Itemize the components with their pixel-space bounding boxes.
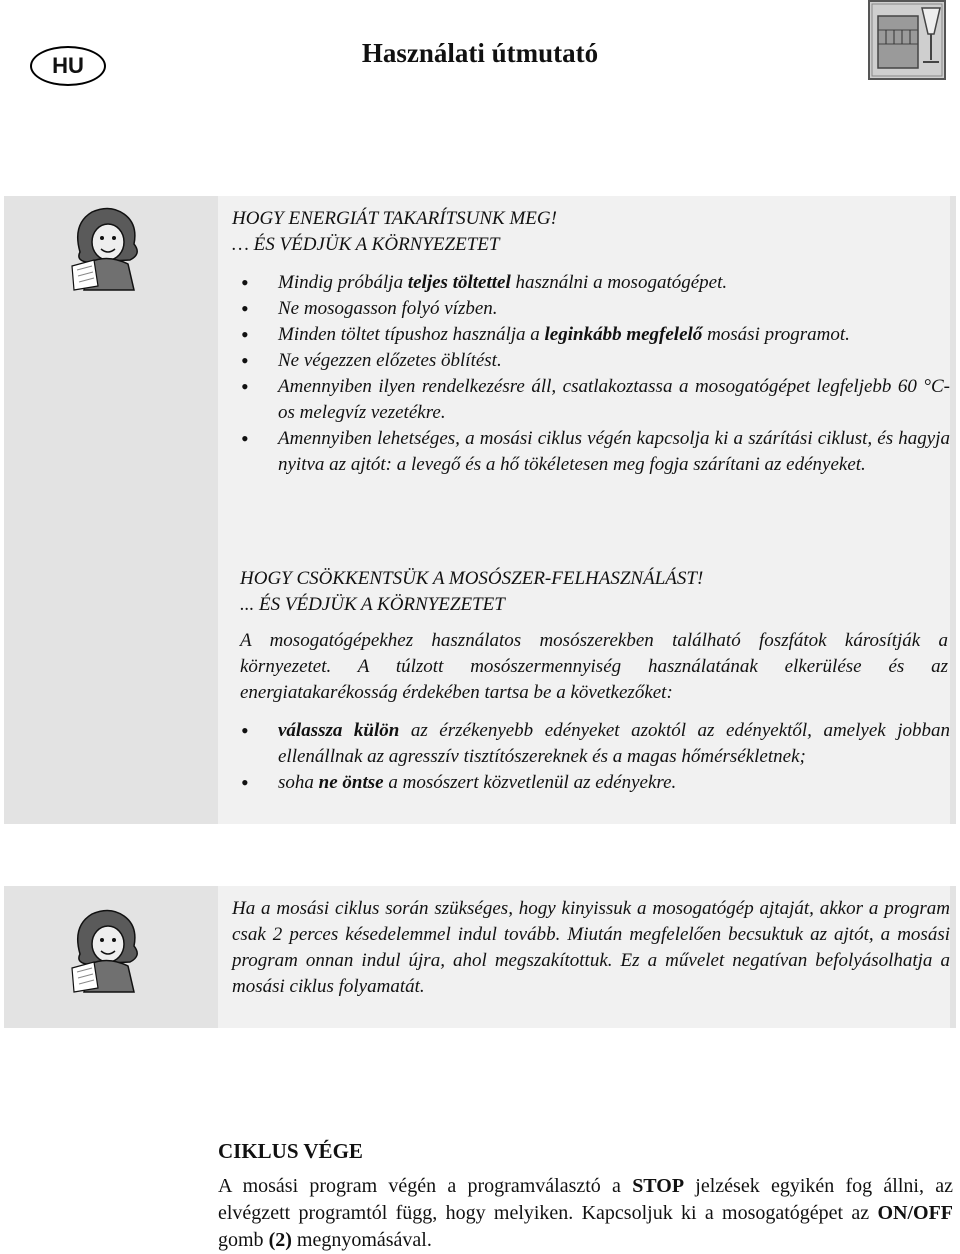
energy-saving-content bbox=[218, 196, 950, 824]
list-item: • Amennyiben ilyen rendelkezésre áll, csatlakoztassa a mosogatógépet legfeljebb 60 °C-os melegvíz vezetékre. bbox=[234, 374, 950, 426]
woman-mascot-icon bbox=[64, 204, 148, 292]
door-note-content bbox=[218, 886, 950, 1028]
cycle-end-paragraph: A mosási program végén a programválasztó a STOP jelzések egyikén fog állni, az elvégzett programtól függ, hogy melyiken. Kapcsoljuk ki a mosogatógépet az ON/OFF gomb (2) megnyomásával. bbox=[218, 1175, 953, 1251]
page-title: Használati útmutató bbox=[361, 38, 599, 68]
language-badge: HU bbox=[30, 46, 106, 86]
list-item: • Ne végezzen előzetes öblítést. bbox=[234, 348, 950, 374]
energy-saving-box bbox=[4, 196, 956, 824]
list-item: • Amennyiben lehetséges, a mosási ciklus végén kapcsolja ki a szárítási ciklust, és hagyja nyitva az ajtót: a levegő és a hő tökéletesen meg fogja szárítani az edényeket. bbox=[234, 426, 950, 478]
list-item: • Minden töltet típushoz használja a leginkább megfelelő mosási programot. bbox=[234, 322, 950, 348]
list-item: • Ne mosogasson folyó vízben. bbox=[234, 296, 950, 322]
list-item: • soha ne öntse a mosószert közvetlenül az edényekre. bbox=[234, 770, 950, 796]
list-item: • válassza külön az érzékenyebb edényeket azoktól az edényektől, amelyek jobban ellenállnak az agresszív tisztítószereknek és a magas hőmérsékletnek; bbox=[234, 718, 950, 770]
detergent-tips-list bbox=[234, 718, 950, 796]
detergent-paragraph: A mosogatógépekhez használatos mosószerekben található foszfátok károsítják a környezetet. A túlzott mosószermennyiség használatának elkerülése és az energiatakarékosság érdekében tartsa be a következőket: bbox=[240, 630, 948, 703]
cycle-end-title: CIKLUS VÉGE bbox=[218, 1139, 363, 1163]
energy-subtitle: … ÉS VÉDJÜK A KÖRNYEZETET bbox=[232, 234, 500, 255]
door-note-box bbox=[4, 886, 956, 1028]
door-note-text: Ha a mosási ciklus során szükséges, hogy kinyissuk a mosogatógép ajtaját, akkor a program csak 2 perces késedelemmel indul tovább. Miután megfelelően becsuktuk az ajtót, a mosási program onnan indul újra, ahol megszakítottuk. Ez a művelet negatívan befolyásolhatja a mosási ciklus folyamatát. bbox=[232, 898, 950, 997]
detergent-title: HOGY CSÖKKENTSÜK A MOSÓSZER-FELHASZNÁLÁST! bbox=[240, 568, 704, 589]
woman-mascot-icon bbox=[64, 906, 148, 994]
box-sidebar bbox=[4, 886, 218, 1028]
dishwasher-logo-icon bbox=[868, 0, 946, 80]
box-sidebar bbox=[4, 196, 218, 824]
detergent-subtitle: ... ÉS VÉDJÜK A KÖRNYEZETET bbox=[240, 594, 505, 615]
energy-tips-list bbox=[234, 270, 950, 478]
list-item: • Mindig próbálja teljes töltettel használni a mosogatógépet. bbox=[234, 270, 950, 296]
energy-title: HOGY ENERGIÁT TAKARÍTSUNK MEG! bbox=[232, 208, 557, 229]
